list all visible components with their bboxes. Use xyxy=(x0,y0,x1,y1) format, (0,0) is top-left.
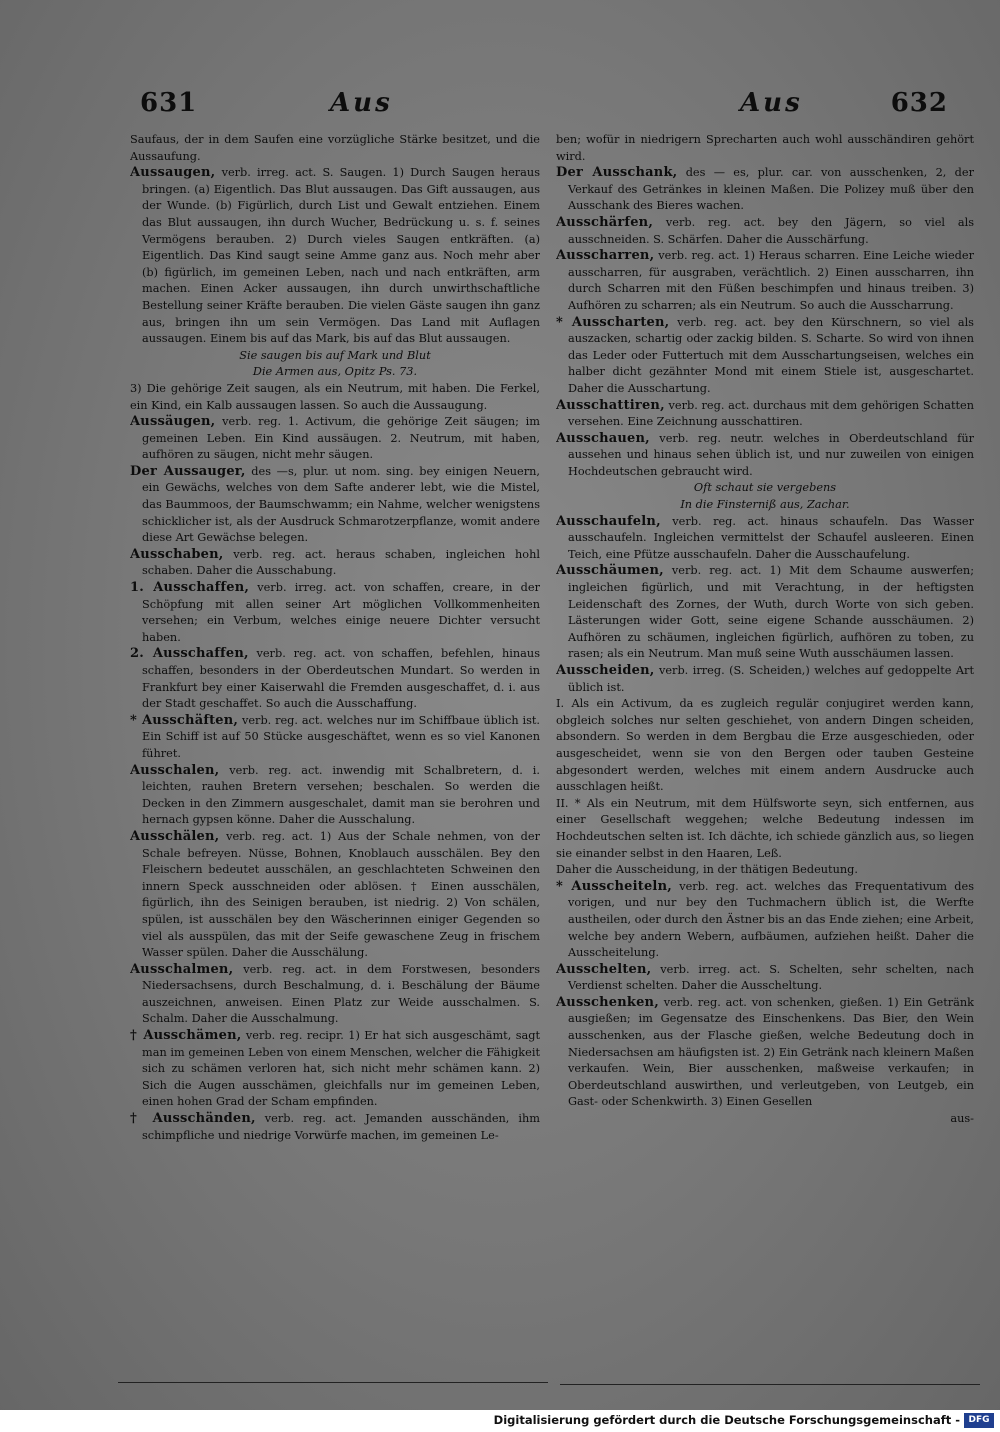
entry-text: verb. irreg. act. S. Schelten, sehr schelten, nach Verdienst schelten. Daher die Ausscheltung. xyxy=(568,962,974,993)
entry-text: II. * Als ein Neutrum, mit dem Hülfsworte seyn, sich entfernen, aus einer Gesellschaft weggehen; welche Bedeutung indessen im Hochdeutschen selten ist. Ich dächte, ich schiede gänzlich aus, so liegen sie einander selbst in den Haaren, Leß. xyxy=(556,796,974,860)
entry-headword: Ausschälen, xyxy=(130,828,220,844)
catchword: aus- xyxy=(950,1112,974,1126)
verse-quote: Sie saugen bis auf Mark und Blut xyxy=(239,348,431,362)
dictionary-entry xyxy=(556,248,974,314)
dictionary-entry xyxy=(130,165,540,348)
dictionary-entry xyxy=(556,563,974,663)
entry-headword: Der Ausschank, xyxy=(556,165,678,181)
dictionary-entry xyxy=(130,132,540,165)
entry-text: verb. reg. act. von schaffen, befehlen, hinaus schaffen, besonders in der Oberdeutschen Mundart. So werden in Frankfurt bey einer Kaiserwahl die Fremden ausgeschaffet, d. i. aus der Stadt geschaffet. So auch die Ausschaffung. xyxy=(142,647,540,711)
bottom-rule-left xyxy=(118,1382,548,1383)
dictionary-entry xyxy=(556,398,974,431)
entry-text: des —s, plur. ut nom. sing. bey einigen Neuern, ein Gewächs, welches von dem Safte anderer lebt, wie die Mistel, das Baummoos, der Baumschwamm; ein Nahme, welcher wenigstens schicklicher ist, als der Ausdruck Schmarotzerpflanze, womit andere diese Art Gewächse belegen. xyxy=(142,464,540,545)
page-number-left: 631 xyxy=(140,88,198,118)
dictionary-entry xyxy=(556,962,974,995)
entry-headword: Ausschauen, xyxy=(556,430,650,446)
entry-text: verb. reg. act. bey den Kürschnern, so viel als auszacken, schartig oder zackig bilden. S. Scharte. So wird von ihnen das Leder oder Futtertuch mit dem Ausschartungseisen, welches ein halber dicht gezähnter Mond mit einem Stiele ist, ausgeschartet. Daher die Ausschartung. xyxy=(568,315,974,395)
dictionary-entry xyxy=(556,862,974,879)
entry-text: verb. reg. act. von schenken, gießen. 1) Ein Getränk ausgießen; im Gegensatze des Einschenkens. Das Bier, den Wein ausschenken, aus der Flasche gießen, welche Bedeutung doch in Niedersachsen am häufigsten ist. 2) Ein Getränk nach kleinern Maßen verkaufen. Wein, Bier ausschenken, maßweise verkaufen; in Oberdeutschland auswirthen, und verleutgeben, von Leutgeb, ein Gast- oder Schenkwirth. 3) Einen Gesellen xyxy=(568,995,974,1109)
dictionary-entry xyxy=(130,763,540,829)
entry-headword: Ausschärfen, xyxy=(556,214,654,230)
dictionary-entry xyxy=(130,381,540,414)
dictionary-entry xyxy=(556,796,974,862)
dictionary-entry xyxy=(556,315,974,398)
funding-notice: Digitalisierung gefördert durch die Deutsche Forschungsgemeinschaft - xyxy=(493,1413,960,1427)
dictionary-entry xyxy=(556,132,974,165)
page-number-right: 632 xyxy=(890,88,948,118)
entry-headword: * Ausscheiteln, xyxy=(556,878,672,894)
entry-headword: Ausscharren, xyxy=(556,248,655,264)
dictionary-entry xyxy=(130,829,540,962)
verse-quote: Die Armen aus, Opitz Ps. 73. xyxy=(252,365,418,379)
dictionary-entry xyxy=(130,713,540,763)
entry-text: verb. reg. neutr. welches in Oberdeutschland für aussehen und hinaus sehen üblich ist, und nur zuweilen von einigen Hochdeutschen gebraucht wird. xyxy=(568,431,974,478)
entry-text: verb. reg. act. in dem Forstwesen, besonders Niedersachsens, durch Beschalmung, d. i. Beschälung der Bäume auszeichnen, anweisen. Einen Platz zur Weide ausschalmen. S. Schalm. Daher die Ausschalmung. xyxy=(142,962,540,1026)
entry-text: verb. irreg. (S. Scheiden,) welches auf gedoppelte Art üblich ist. xyxy=(568,664,974,694)
dictionary-entry xyxy=(130,547,540,580)
running-head-left: Aus xyxy=(330,88,393,118)
entry-text: verb. reg. recipr. 1) Er hat sich ausgeschämt, sagt man im gemeinen Leben von einem Menschen, welcher die Fähigkeit sich zu schämen verloren hat, sich nicht mehr schämen kann. 2) Sich die Augen ausschämen, gleichfalls nur im gemeinen Leben, einen hohen Grad der Scham empfinden. xyxy=(142,1029,540,1109)
entry-text: verb. irreg. act. S. Saugen. 1) Durch Saugen heraus bringen. (a) Eigentlich. Das Blut aussaugen. Das Gift aussaugen, aus der Wunde. (b) Figürlich, durch List und Gewalt entziehen. Einem das Blut aussaugen, ihn durch Wucher, Bedrückung u. s. f. seines Vermögens berauben. 2) Durch vieles Saugen entkräften. (a) Eigentlich. Das Kind saugt seine Amme ganz aus. Noch mehr aber (b) figürlich, im gemeinen Leben, nach und nach entkräften, arm machen. Einen Acker aussaugen, ihn durch unwirthschaftliche Bestellung seiner Kräfte berauben. Die vielen Gäste saugen ihn ganz aus, bringen ihn um sein Vermögen. Das Land mit Auflagen aussaugen. Einem bis auf das Mark, bis auf das Blut aussaugen. xyxy=(142,166,540,346)
entry-headword: Ausschalen, xyxy=(130,762,220,778)
entry-headword: 1. Ausschaffen, xyxy=(130,580,250,596)
entry-text: 3) Die gehörige Zeit saugen, als ein Neutrum, mit haben. Die Ferkel, ein Kind, ein Kalb aussaugen lassen. So auch die Aussaugung. xyxy=(130,381,540,412)
entry-headword: Aussäugen, xyxy=(130,414,216,430)
entry-text: verb. reg. act. bey den Jägern, so viel als ausschneiden. S. Schärfen. Daher die Ausschärfung. xyxy=(568,215,974,246)
dictionary-entry xyxy=(556,663,974,696)
entry-text: verb. irreg. act. von schaffen, creare, in der Schöpfung mit allen seiner Art möglichen Vollkommenheiten versehen; ein Verbum, welches einige neuere Dichter versucht haben. xyxy=(142,581,540,644)
entry-text: verb. reg. 1. Activum, die gehörige Zeit säugen; im gemeinen Leben. Ein Kind aussäugen. 2. Neutrum, mit haben, aufhören zu säugen, nicht mehr säugen. xyxy=(142,415,540,462)
dictionary-entry xyxy=(130,1111,540,1144)
entry-text: verb. reg. act. durchaus mit dem gehörigen Schatten versehen. Eine Zeichnung ausschattiren. xyxy=(568,398,974,429)
entry-text: verb. reg. act. inwendig mit Schalbretern, d. i. leichten, rauhen Bretern versehen; beschalen. So werden die Decken in den Zimmern ausgeschalet, damit man sie berohren und hernach gypsen könne. Daher die Ausschalung. xyxy=(142,763,540,827)
entry-text: Daher die Ausscheidung, in der thätigen Bedeutung. xyxy=(556,863,858,877)
entry-headword: 2. Ausschaffen, xyxy=(130,646,249,662)
entry-text: I. Als ein Activum, da es zugleich regulär conjugiret werden kann, obgleich solches nur selten geschiehet, von andern Dingen scheiden, absondern. So werden in dem Bergbau die Erze ausgeschieden, oder ausgescheidet, wenn sie von den Bergen oder tauben Gesteine abgesondert werden, welches mit einem andern Ausdrucke auch ausschlagen heißt. xyxy=(556,697,974,794)
dictionary-entry xyxy=(130,464,540,547)
dictionary-entry xyxy=(556,995,974,1111)
verse-quote: Oft schaut sie vergebens xyxy=(693,481,837,495)
dictionary-entry xyxy=(130,580,540,646)
dictionary-entry xyxy=(130,962,540,1028)
entry-text: verb. reg. act. 1) Aus der Schale nehmen, von der Schale befreyen. Nüsse, Bohnen, Knoblauch ausschälen. Bey den Fleischern bedeutet ausschälen, an geschlachteten Schweinen den innern Speck ausschneiden oder ablösen. † Einen ausschälen, figürlich, ihn des Seinigen berauben, ist niedrig. 2) Von schälen, spülen, ist ausschälen bey den Wäscherinnen einiger Gegenden so viel als ausspülen, das mit der Seife gewaschene Zeug in frischem Wasser spülen. Daher die Ausschälung. xyxy=(142,829,540,960)
entry-headword: Ausschaben, xyxy=(130,546,224,562)
entry-headword: Ausschelten, xyxy=(556,961,652,977)
bottom-rule-right xyxy=(560,1384,980,1385)
entry-headword: Ausschäumen, xyxy=(556,563,664,579)
verse-quote: In die Finsterniß aus, Zachar. xyxy=(680,498,850,512)
dictionary-entry xyxy=(130,646,540,712)
entry-headword: Ausschaufeln, xyxy=(556,513,661,529)
dictionary-entry xyxy=(556,879,974,962)
left-column xyxy=(130,132,540,1232)
entry-headword: Ausschenken, xyxy=(556,994,659,1010)
entry-text: verb. reg. act. hinaus schaufeln. Das Wasser ausschaufeln. Ingleichen vermittelst der Schaufel ausleeren. Einen Teich, eine Pfütze ausschaufeln. Daher die Ausschaufelung. xyxy=(568,514,974,561)
dictionary-entry xyxy=(556,431,974,481)
dfg-logo: DFG xyxy=(964,1413,994,1428)
entry-text: ben; wofür in niedrigern Sprecharten auch wohl ausschändiren gehört wird. xyxy=(556,133,974,163)
entry-headword: † Ausschänden, xyxy=(130,1111,256,1127)
running-head-right: Aus xyxy=(740,88,803,118)
entry-text: verb. reg. act. Jemanden ausschänden, ihm schimpfliche und niedrige Vorwürfe machen, im gemeinen Le- xyxy=(142,1112,540,1142)
entry-headword: * Ausscharten, xyxy=(556,314,670,330)
page-header xyxy=(0,88,1000,128)
entry-text: verb. reg. act. heraus schaben, ingleichen hohl schaben. Daher die Ausschabung. xyxy=(142,547,540,578)
entry-text: Saufaus, der in dem Saufen eine vorzügliche Stärke besitzet, und die Aussaufung. xyxy=(130,133,540,163)
entry-headword: Der Aussauger, xyxy=(130,463,246,479)
footer-bar xyxy=(0,1410,1000,1432)
entry-text: verb. reg. act. 1) Heraus scharren. Eine Leiche wieder ausscharren, für ausgraben, verächtlich. 2) Einen ausscharren, ihn durch Scharren mit den Füßen beschimpfen und hinaus treiben. 3) Aufhören zu scharren; als ein Neutrum. So auch die Ausscharrung. xyxy=(568,249,974,312)
dictionary-entry xyxy=(130,1028,540,1111)
entry-text: verb. reg. act. welches nur im Schiffbaue üblich ist. Ein Schiff ist auf 50 Stücke ausgeschäftet, wenn es so viel Kanonen führet. xyxy=(142,713,540,760)
dictionary-entry xyxy=(556,165,974,215)
right-column xyxy=(556,132,974,1232)
entry-headword: Ausschattiren, xyxy=(556,397,665,413)
entry-text: verb. reg. act. 1) Mit dem Schaume auswerfen; ingleichen figürlich, und mit Verachtung, in der heftigsten Leidenschaft des Zornes, der Wuth, durch Worte von sich geben. Lästerungen wider Gott, seine eigene Schande ausschäumen. 2) Aufhören zu schäumen, ingleichen figürlich, aufhören zu toben, zu rasen; als ein Neutrum. Man muß seine Wuth ausschäumen lassen. xyxy=(568,564,974,661)
entry-headword: † Ausschämen, xyxy=(130,1028,242,1044)
entry-headword: * Ausschäften, xyxy=(130,712,239,728)
entry-headword: Ausschalmen, xyxy=(130,961,234,977)
dictionary-entry xyxy=(130,414,540,464)
entry-headword: Ausscheiden, xyxy=(556,663,655,678)
dictionary-entry xyxy=(556,215,974,248)
entry-text: des — es, plur. car. von ausschenken, 2, der Verkauf des Getränkes in kleinen Maßen. Die Polizey muß über den Ausschank des Bieres wachen. xyxy=(568,166,974,213)
dictionary-entry xyxy=(556,514,974,564)
entry-text: verb. reg. act. welches das Frequentativum des vorigen, und nur bey den Tuchmachern üblich ist, die Werfte austheilen, oder durch den Ästner bis an das Ende ziehen; eine Arbeit, welche bey andern Webern, aufbäumen, aufziehen heißt. Daher die Ausscheitelung. xyxy=(568,879,974,960)
dictionary-entry xyxy=(556,696,974,796)
entry-headword: Aussaugen, xyxy=(130,165,216,181)
